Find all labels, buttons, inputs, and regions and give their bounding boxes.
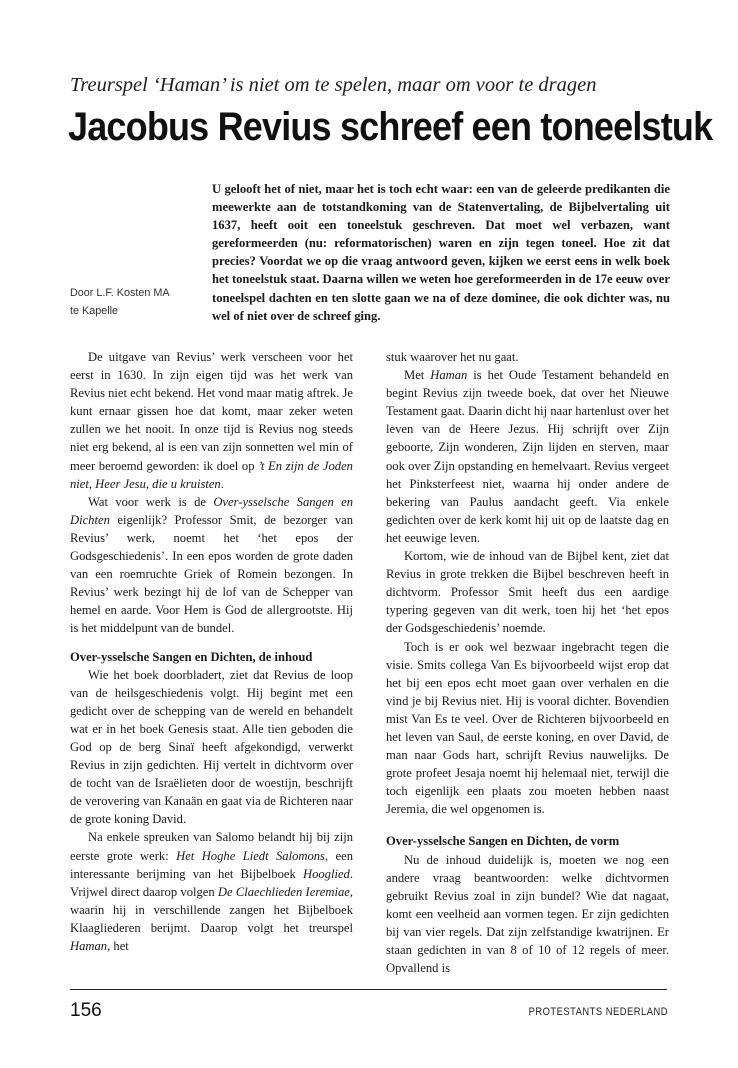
text: eigenlijk? Professor Smit, de bezorger van Revius’ werk, noemt het ‘het epos der Godsgeschiedenis’. In een epos worden de grote daden van een roemruchte Griek of Romein bezongen. In Revius’ werk bezingt hij de lof van de Schepper van hemel en aarde. Voor Hem is God de allergrootste. Hij is het middelpunt van de bundel. [70, 512, 353, 636]
article-kicker: Treurspel ‘Haman’ is niet om te spelen, maar om voor te dragen [70, 74, 597, 96]
article-headline: Jacobus Revius schreef een toneelstuk [68, 105, 713, 149]
paragraph: stuk waarover het nu gaat. [386, 350, 519, 364]
page-number: 156 [70, 1000, 102, 1021]
text: De uitgave van Revius’ werk verscheen voor het eerst in 1630. In zijn eigen tijd was het werk van Revius niet echt bekend. Het vond maar matig aftrek. Je kunt ernaar gissen hoe dat komt, maar zeker weten zullen we het nooit. In onze tijd is Revius nog steeds niet erg bekend, al is een van zijn sonnetten wel min of meer beroemd geworden: ik doel op [70, 350, 353, 473]
byline-place: te Kapelle [70, 305, 119, 318]
byline-author: Door L.F. Kosten MA [70, 287, 170, 299]
paragraph [70, 828, 353, 955]
text: Met [404, 368, 431, 383]
paragraph: Toch is er ook wel bezwaar ingebracht tegen die visie. Smits collega Van Es bijvoorbeeld wijst erop dat het bij een epos echt moet gaan over verhalen en die vind je bij Revius niet. Hij is vooral dichter. Bovendien mist Van Es te veel. Over de Richteren bijvoorbeeld en het leven van Saul, de eerste koning, en over David, de man naar Gods hart, schrijft Revius nauwelijks. De grote profeet Jesaja noemt hij helemaal niet, terwijl die toch eigenlijk een plaats zou moeten hebben naast Jeremia, die wel opgenomen is. [386, 639, 669, 817]
text: is het Oude Testament behandeld en begint Revius zijn tweede boek, dat over het Nieuwe Testament gaat. Daarin dicht hij naar hartenlust over het leven van de Heere Jezus. Hij schrijft over Zijn geboorte, Zijn wonderen, Zijn lijden en sterven, maar ook over Zijn opstanding en hemelvaart. Revius vergeet het Pinksterfeest niet, waarna hij onder andere de bekering van Paulus aandacht geeft. Via enkele gedichten over de kerk komt hij uit op de laatste dag en het eeuwige leven. [386, 368, 669, 545]
paragraph [70, 348, 353, 493]
work-title: Haman [70, 939, 108, 953]
work-title: De Claechlieden Ieremiae [217, 884, 350, 899]
work-title: Hooglied [302, 866, 350, 881]
text: , het [107, 939, 129, 953]
book-title: Over-ysselsche Sangen en Dichten [70, 494, 353, 527]
right-column [386, 348, 669, 977]
byline [70, 284, 200, 320]
footer-rule [70, 989, 667, 990]
work-title: Het Hoghe Liedt Salomons [176, 848, 325, 863]
paragraph [386, 366, 669, 547]
paragraph: Wie het boek doorbladert, ziet dat Revius de loop van de heilsgeschiedenis volgt. Hij begint met een gedicht over de schepping van de wereld en behandelt wat er in het boek Genesis staat. Alle tien geboden die God op de berg Sinaï heeft afgekondigd, verwerkt Revius in zijn gedichten. Hij vertelt in dichtvorm over de tocht van de Israëlieten door de woestijn, beschrijft de verovering van Kanaän en gaat via de Richteren naar de grote koning David. [70, 667, 353, 827]
sonnet-title: ’t En zijn de Joden niet, Heer Jesu, die u kruisten [70, 458, 353, 491]
section-heading: Over-ysselsche Sangen en Dichten, de inhoud [70, 649, 313, 664]
work-title: Haman [430, 368, 468, 383]
text: , waarin hij in verschillende zangen het Bijbelboek Klaagliederen berijmt. Daarop volgt het treurspel [70, 884, 353, 935]
paragraph: Kortom, wie de inhoud van de Bijbel kent, ziet dat Revius in grote trekken die Bijbel beschreven heeft in dichtvorm. Professor Smit heeft dus een aardige typering gegeven van dit werk, toen hij het ‘het epos der Godsgeschiedenis’ noemde. [386, 549, 669, 636]
text: . [220, 476, 224, 491]
left-column [70, 348, 353, 955]
text: , een interessante berijming van het Bijbelboek [70, 848, 353, 881]
text: Wat voor werk is de [88, 494, 214, 509]
text: Na enkele spreuken van Salomo belandt hij bij zijn eerste grote werk: [70, 830, 353, 863]
section-heading: Over-ysselsche Sangen en Dichten, de vorm [386, 834, 620, 849]
publication-name: PROTESTANTS NEDERLAND [528, 1006, 668, 1018]
paragraph [70, 493, 353, 638]
article-lead: U gelooft het of niet, maar het is toch echt waar: een van de geleerde predikanten die meewerkte aan de totstandkoming van de Statenvertaling, de Bijbelvertaling uit 1637, heeft ooit een toneelstuk geschreven. Dat moet wel verbazen, want gereformeerden (nu: reformatorischen) waren en zijn tegen toneel. Hoe zit dat precies? Voordat we op die vraag antwoord geven, kijken we eerst eens in welk boek het toneelstuk staat. Daarna willen we weten hoe gereformeerden in de 17e eeuw over toneelspel dachten en ten slotte gaan we na of deze dominee, die ook dichter was, nu wel of niet over de schreef ging. [212, 182, 670, 323]
paragraph: Nu de inhoud duidelijk is, moeten we nog een andere vraag beantwoorden: welke dichtvormen gebruikt Revius zoal in zijn bundel? Wie dat nagaat, komt een veelheid aan vormen tegen. Er zijn gedichten bij van vier regels. Dat zijn zelfstandige kwatrijnen. Er staan gedichten in van 8 of 10 of 12 regels of meer. Opvallend is [386, 852, 669, 976]
text: . Vrijwel direct daarop volgen [70, 866, 353, 899]
